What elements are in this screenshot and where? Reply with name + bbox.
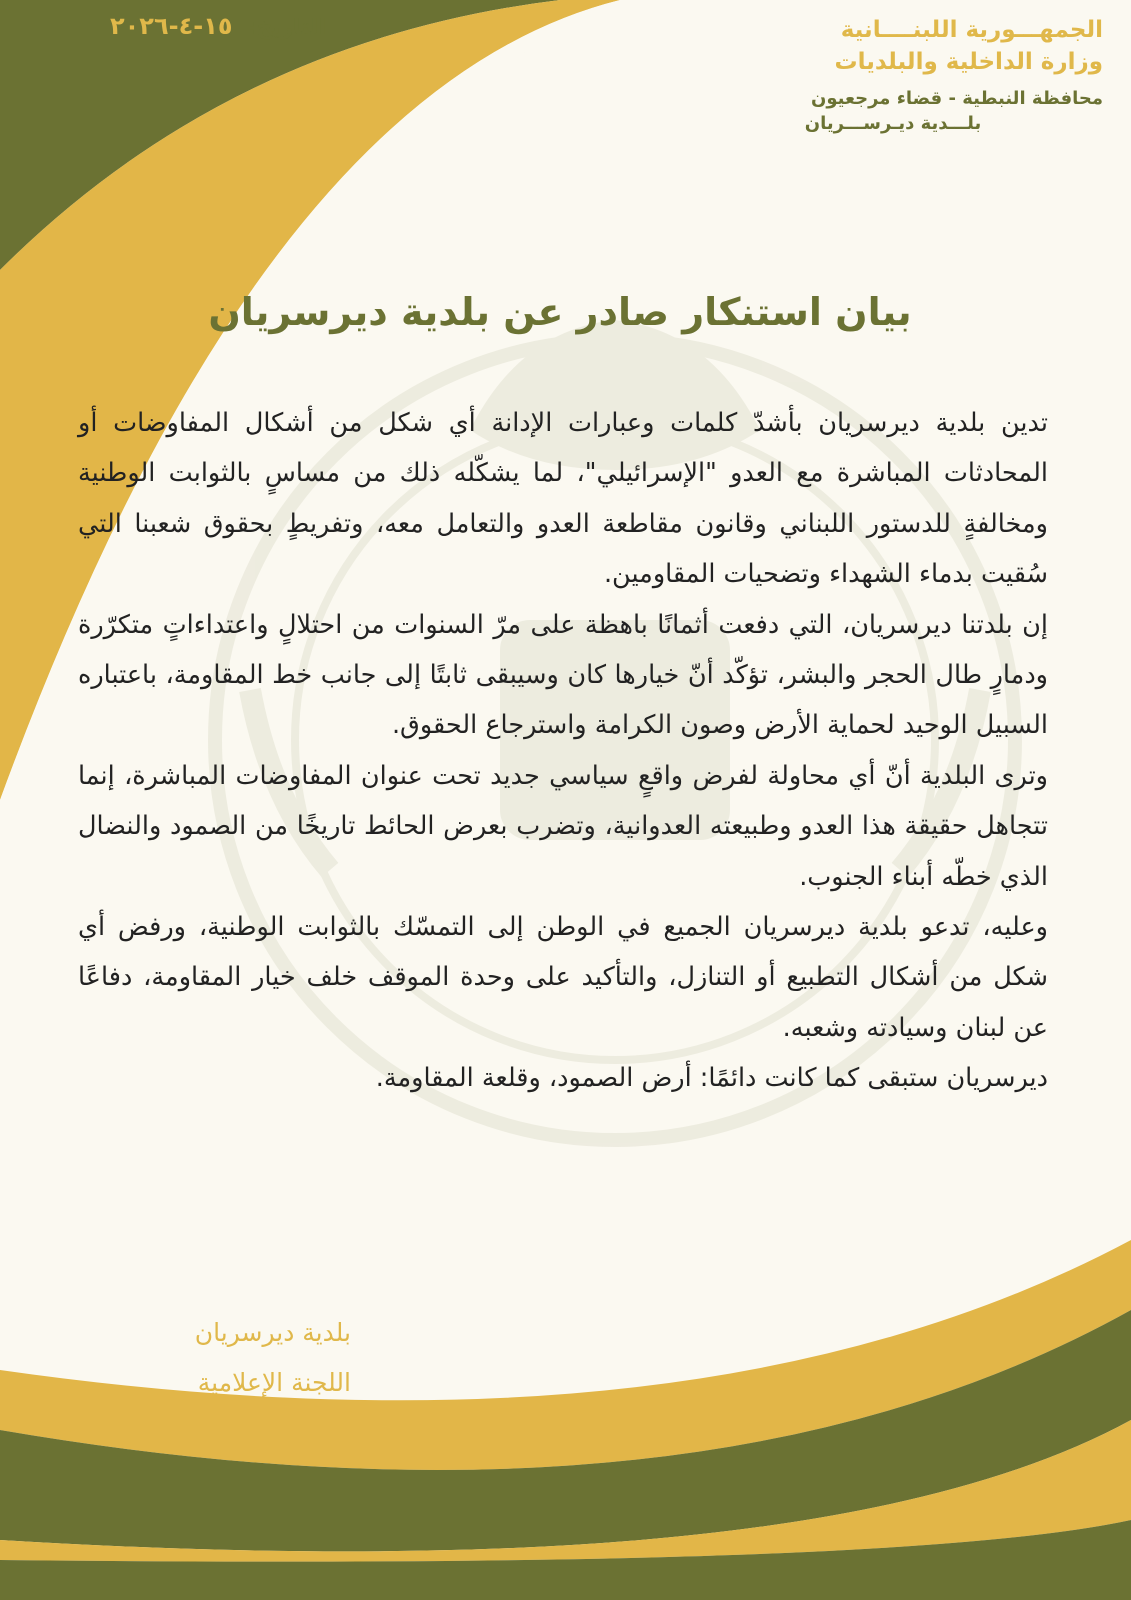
republic-name: الجمهـــورية اللبنــــانية [840,17,1103,43]
date-label: التاريخ: [247,15,327,40]
ministry-name: وزارة الداخلية والبلديات [834,49,1103,75]
governorate-name: محافظة النبطية - قضاء مرجعيون [810,88,1103,109]
paragraph: إن بلدتنا ديرسريان، التي دفعت أثمانًا باهظة على مرّ السنوات من احتلالٍ واعتداءاتٍ متكرّرة ودمارٍ طال الحجر والبشر، تؤكّد أنّ خيارها كان وسيبقى ثابتًا إلى جانب خط المقاومة، باعتباره السبيل الوحيد لحماية الأرض وصون الكرامة واسترجاع الحقوق. [78,609,1048,741]
page-title: بيان استنكار صادر عن بلدية ديرسريان [208,290,912,334]
paragraph: تدين بلدية ديرسريان بأشدّ كلمات وعبارات الإدانة أي شكل من أشكال المفاوضات أو المحادثات المباشرة مع العدو "الإسرائيلي"، لما يشكّله ذلك من مساسٍ بالثوابت الوطنية ومخالفةٍ للدستور اللبناني وقانون مقاطعة العدو والتعامل معه، وتفريطٍ بحقوق شعبنا التي سُقيت بدماء الشهداء وتضحيات المقاومين. [78,408,1048,590]
signature-committee: اللجنة الإعلامية [197,1368,351,1397]
letterhead [663,14,1103,136]
date-value: ١٥-٤-٢٠٢٦ [110,12,233,40]
paragraph: وعليه، تدعو بلدية ديرسريان الجميع في الوطن إلى التمسّك بالثوابت الوطنية، ورفض أي شكل من أشكال التطبيع أو التنازل، والتأكيد على وحدة الموقف خلف خيار المقاومة، دفاعًا عن لبنان وسيادته وشعبه. [78,912,1048,1043]
signature-municipality: بلدية ديرسريان [194,1318,351,1347]
paragraph: وترى البلدية أنّ أي محاولة لفرض واقعٍ سياسي جديد تحت عنوان المفاوضات المباشرة، إنما تتجاهل حقيقة هذا العدو وطبيعته العدوانية، وتضرب بعرض الحائط تاريخًا من الصمود والنضال الذي خطّه أبناء الجنوب. [78,760,1048,892]
signature-block [91,1308,351,1408]
statement-body [78,398,1048,1104]
municipality-name: بلـــدية ديـرســـريان [804,113,982,134]
date-block [110,12,326,40]
paragraph: ديرسريان ستبقى كما كانت دائمًا: أرض الصمود، وقلعة المقاومة. [375,1063,1048,1094]
